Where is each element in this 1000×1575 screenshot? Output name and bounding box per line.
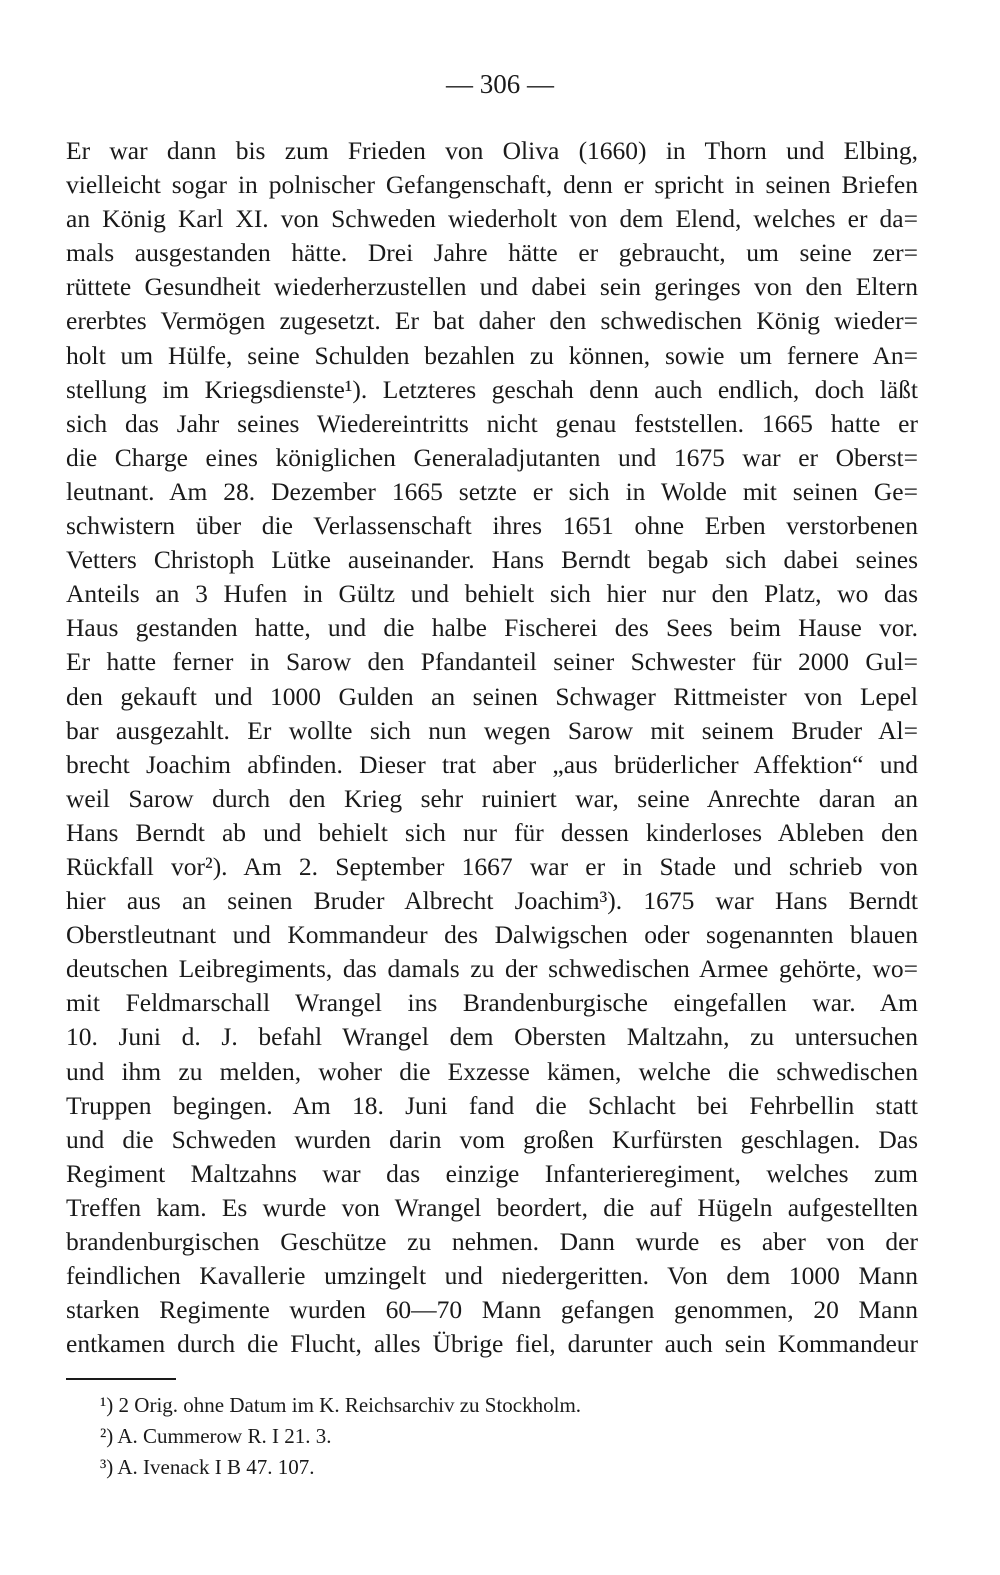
- text-line: und die Schweden wurden darin vom großen Kurfürsten geschlagen. Das: [66, 1124, 918, 1154]
- text-line: leutnant. Am 28. Dezember 1665 setzte er sich in Wolde mit seinen Ge=: [66, 476, 918, 506]
- text-line: feindlichen Kavallerie umzingelt und niedergeritten. Von dem 1000 Mann: [66, 1261, 918, 1291]
- text-line: starken Regimente wurden 60—70 Mann gefangen genommen, 20 Mann: [66, 1295, 918, 1325]
- text-line: hier aus an seinen Bruder Albrecht Joachim³). 1675 war Hans Berndt: [66, 886, 918, 916]
- text-line: brecht Joachim abfinden. Dieser trat aber „aus brüderlicher Affektion“ und: [66, 749, 918, 779]
- text-line: brandenburgischen Geschütze zu nehmen. Dann wurde es aber von der: [66, 1227, 918, 1256]
- text-line: deutschen Leibregiments, das damals zu der schwedischen Armee gehörte, wo=: [66, 954, 918, 984]
- text-line: bar ausgezahlt. Er wollte sich nun wegen Sarow mit seinem Bruder Al=: [66, 715, 918, 745]
- text-line: stellung im Kriegsdienste¹). Letzteres geschah denn auch endlich, doch läßt: [66, 374, 918, 404]
- text-line: und ihm zu melden, woher die Exzesse kämen, welche die schwedischen: [66, 1056, 918, 1086]
- text-line: rüttete Gesundheit wiederherzustellen und dabei sein geringes von den Eltern: [66, 272, 918, 302]
- text-line: Regiment Maltzahns war das einzige Infanterieregiment, welches zum: [66, 1158, 918, 1188]
- text-line: 10. Juni d. J. befahl Wrangel dem Obersten Maltzahn, zu untersuchen: [66, 1022, 918, 1052]
- footnote-2: ²) A. Cummerow R. I 21. 3.: [100, 1424, 332, 1448]
- footnote-1: ¹) 2 Orig. ohne Datum im K. Reichsarchiv zu Stockholm.: [100, 1393, 582, 1417]
- text-line: mit Feldmarschall Wrangel ins Brandenburgische eingefallen war. Am: [66, 988, 918, 1018]
- text-line: schwistern über die Verlassenschaft ihres 1651 ohne Erben verstorbenen: [66, 511, 918, 541]
- text-line: Treffen kam. Es wurde von Wrangel beordert, die auf Hügeln aufgestellten: [66, 1192, 918, 1222]
- text-line: weil Sarow durch den Krieg sehr ruiniert war, seine Anrechte daran an: [66, 783, 918, 813]
- text-line: Hans Berndt ab und behielt sich nur für dessen kinderloses Ableben den: [66, 817, 918, 847]
- text-line: Vetters Christoph Lütke auseinander. Hans Berndt begab sich dabei seines: [66, 545, 918, 575]
- text-line: an König Karl XI. von Schweden wiederholt von dem Elend, welches er da=: [66, 204, 918, 234]
- text-line: mals ausgestanden hätte. Drei Jahre hätte er gebraucht, um seine zer=: [66, 238, 918, 268]
- text-line: ererbtes Vermögen zugesetzt. Er bat daher den schwedischen König wieder=: [66, 306, 918, 336]
- text-line: Er war dann bis zum Frieden von Oliva (1660) in Thorn und Elbing,: [66, 136, 918, 165]
- footnote-3: ³) A. Ivenack I B 47. 107.: [100, 1455, 315, 1479]
- text-line: die Charge eines königlichen Generaladjutanten und 1675 war er Oberst=: [66, 442, 918, 472]
- footnote-divider: [66, 1378, 176, 1380]
- text-line: Rückfall vor²). Am 2. September 1667 war er in Stade und schrieb von: [66, 851, 918, 881]
- text-line: Oberstleutnant und Kommandeur des Dalwigschen oder sogenannten blauen: [66, 920, 918, 950]
- text-line: holt um Hülfe, seine Schulden bezahlen zu können, sowie um fernere An=: [66, 340, 918, 370]
- text-line: sich das Jahr seines Wiedereintritts nicht genau feststellen. 1665 hatte er: [66, 408, 918, 438]
- text-line: Haus gestanden hatte, und die halbe Fischerei des Sees beim Hause vor.: [66, 613, 918, 643]
- body-text: [66, 134, 918, 1361]
- page-number: — 306 —: [446, 69, 554, 99]
- text-line: Truppen begingen. Am 18. Juni fand die Schlacht bei Fehrbellin statt: [66, 1090, 918, 1120]
- text-line: vielleicht sogar in polnischer Gefangenschaft, denn er spricht in seinen Briefen: [66, 170, 918, 200]
- text-line: Anteils an 3 Hufen in Gültz und behielt sich hier nur den Platz, wo das: [66, 579, 918, 609]
- text-line: entkamen durch die Flucht, alles Übrige fiel, darunter auch sein Kommandeur: [66, 1329, 918, 1359]
- text-line: Er hatte ferner in Sarow den Pfandanteil seiner Schwester für 2000 Gul=: [66, 647, 918, 677]
- text-line: den gekauft und 1000 Gulden an seinen Schwager Rittmeister von Lepel: [66, 681, 918, 711]
- footnotes: [100, 1390, 800, 1483]
